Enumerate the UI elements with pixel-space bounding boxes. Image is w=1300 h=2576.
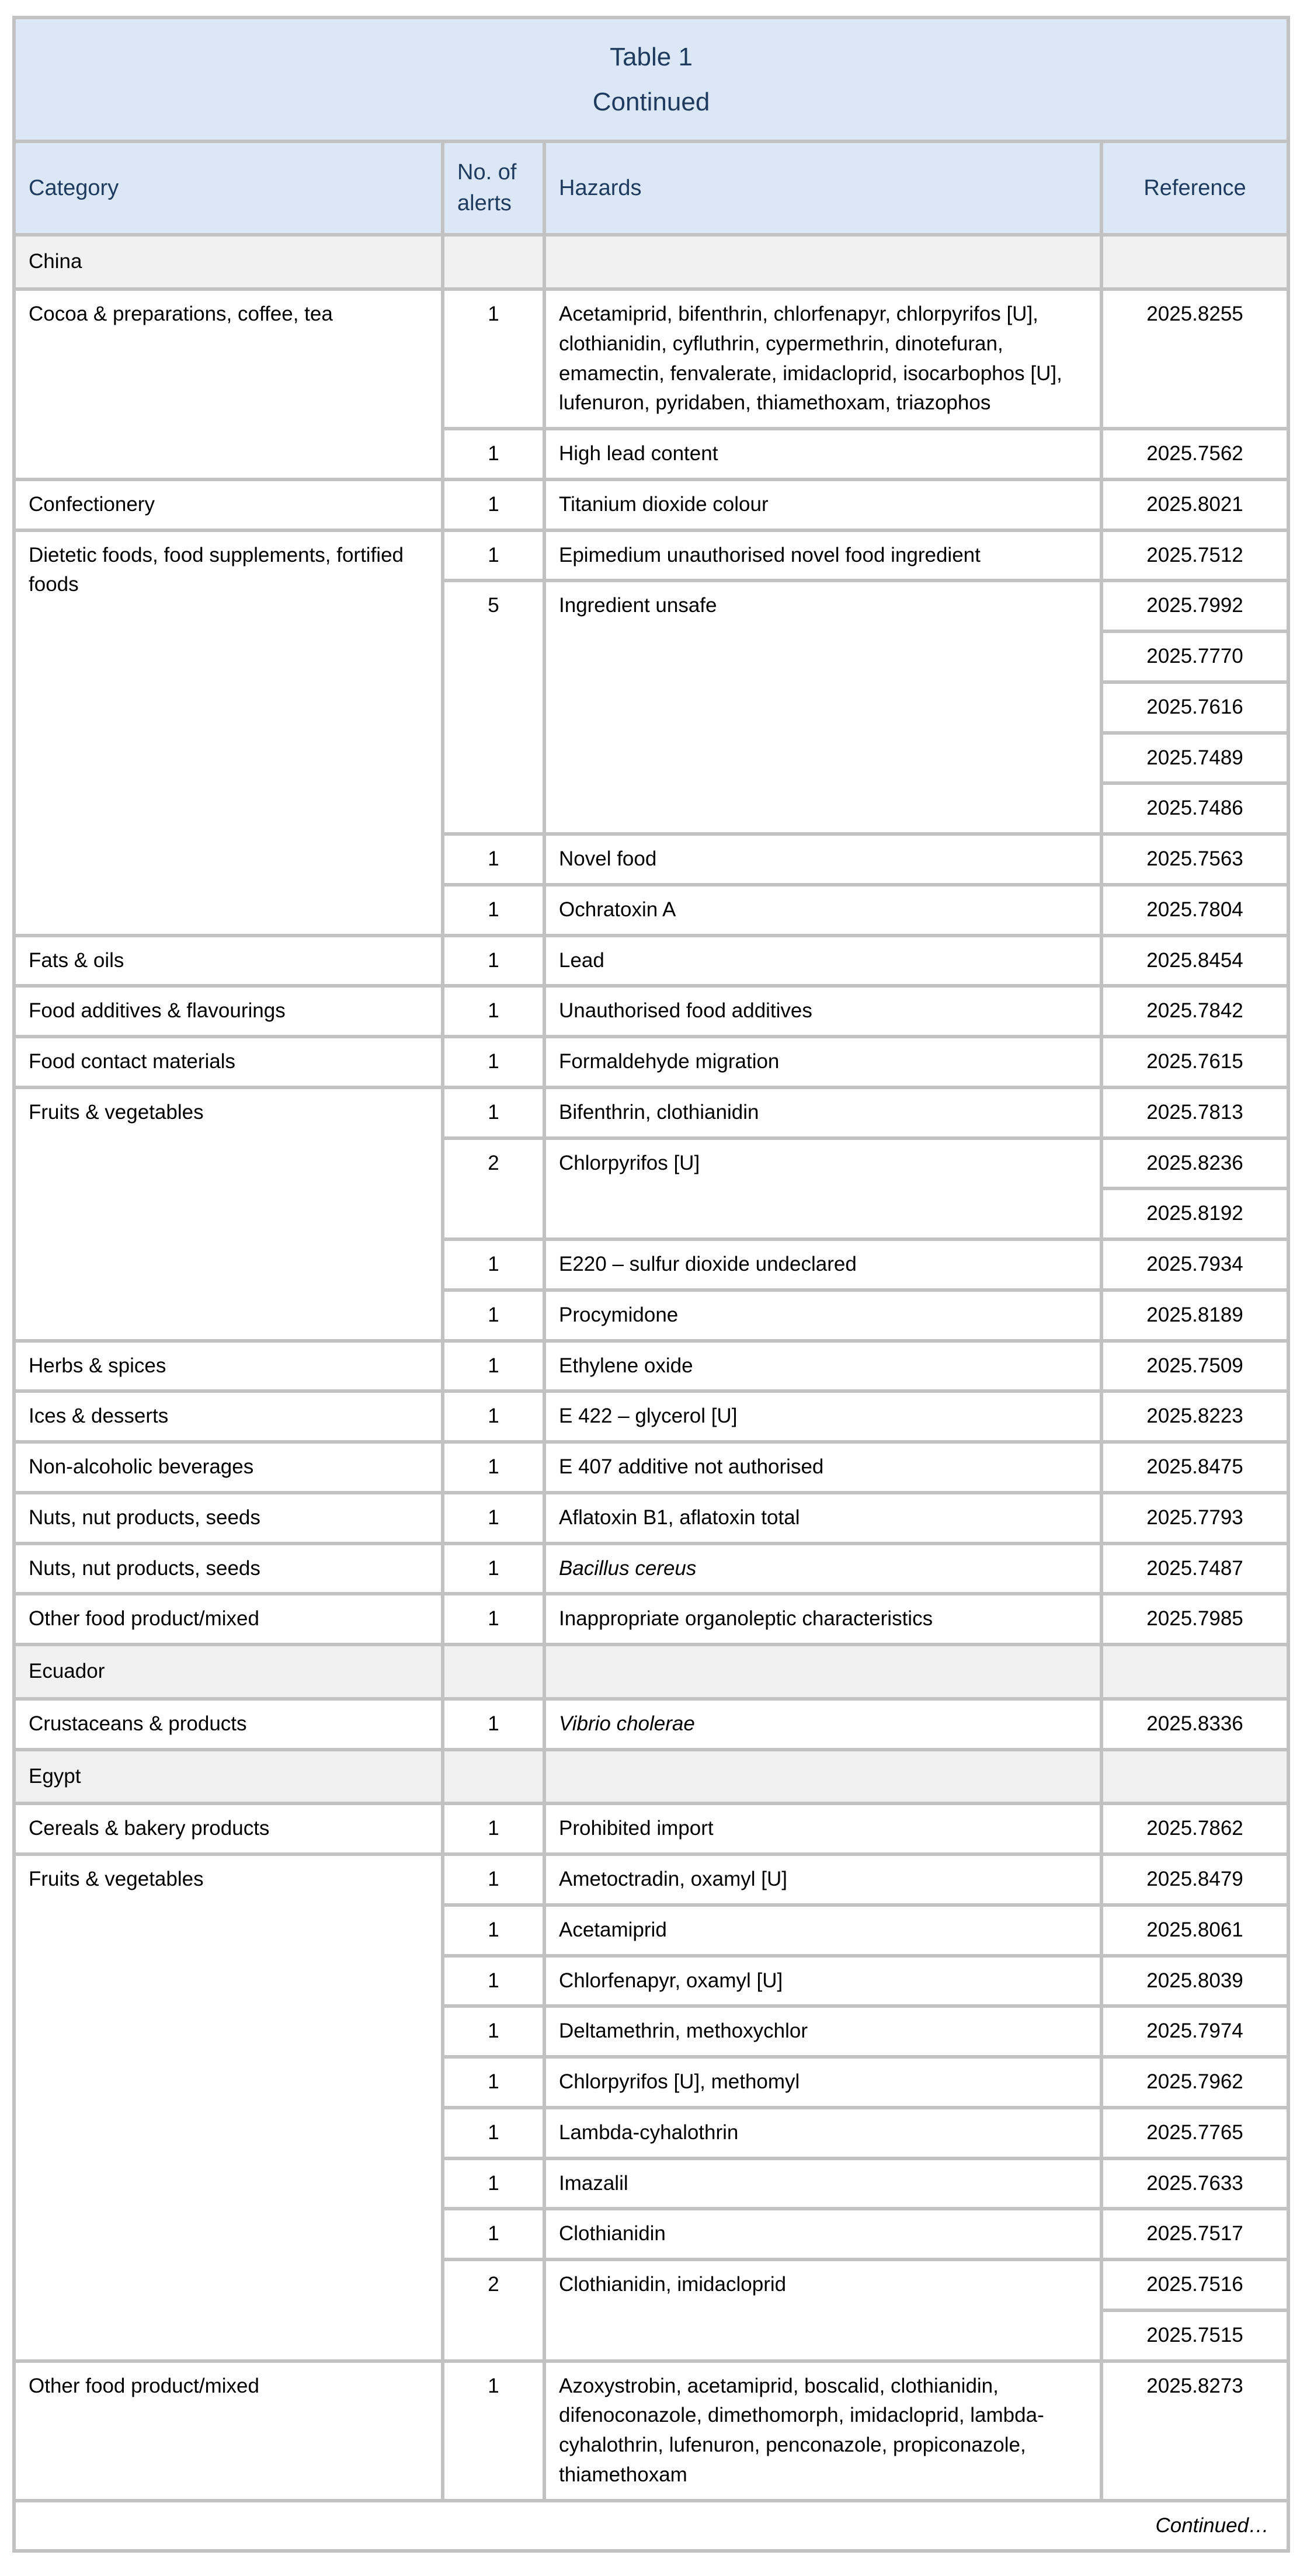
reference-cell: 2025.8039	[1103, 1958, 1287, 2005]
hazard-cell: Unauthorised food additives	[546, 988, 1100, 1035]
alerts-count-cell: 2	[444, 1140, 543, 1238]
country-alerts-cell	[444, 1646, 543, 1697]
alert-row	[16, 1444, 1287, 1491]
continued-cell: Continued…	[16, 2502, 1287, 2550]
category-cell: Other food product/mixed	[16, 1595, 441, 1643]
category-cell: Nuts, nut products, seeds	[16, 1545, 441, 1593]
alerts-count-cell: 1	[444, 1343, 543, 1390]
reference-cell: 2025.7509	[1103, 1343, 1287, 1390]
category-cell: Food contact materials	[16, 1038, 441, 1086]
alerts-count-cell: 1	[444, 2109, 543, 2157]
reference-cell: 2025.7633	[1103, 2160, 1287, 2207]
hazard-cell: Deltamethrin, methoxychlor	[546, 2008, 1100, 2055]
reference-cell: 2025.8475	[1103, 1444, 1287, 1491]
alerts-count-cell: 1	[444, 1444, 543, 1491]
alert-row	[16, 1595, 1287, 1643]
alerts-count-cell: 5	[444, 582, 543, 832]
alerts-count-cell: 1	[444, 2363, 543, 2499]
reference-cell: 2025.7862	[1103, 1805, 1287, 1852]
alerts-count-cell: 1	[444, 836, 543, 883]
category-cell: Other food product/mixed	[16, 2363, 441, 2499]
alert-row	[16, 532, 1287, 579]
alerts-count-cell: 1	[444, 532, 543, 579]
alerts-table	[12, 16, 1290, 2553]
reference-cell: 2025.8236	[1103, 1140, 1287, 1187]
country-reference-cell	[1103, 1646, 1287, 1697]
alert-row	[16, 1856, 1287, 1903]
reference-cell: 2025.7813	[1103, 1089, 1287, 1136]
reference-cell: 2025.7487	[1103, 1545, 1287, 1593]
reference-cell: 2025.7486	[1103, 785, 1287, 832]
hazard-cell: Lead	[546, 937, 1100, 985]
alerts-count-cell: 1	[444, 1494, 543, 1542]
reference-cell: 2025.7934	[1103, 1241, 1287, 1288]
hazard-cell: Acetamiprid, bifenthrin, chlorfenapyr, chlorpyrifos [U], clothianidin, cyfluthrin, cypermethrin, dinotefuran, emamectin, fenvalerate, imidacloprid, isocarbophos [U], lufenuron, pyridaben, thiamethoxam, triazophos	[546, 291, 1100, 427]
reference-cell: 2025.7615	[1103, 1038, 1287, 1086]
category-cell: Fats & oils	[16, 937, 441, 985]
hazard-cell: Inappropriate organoleptic characteristics	[546, 1595, 1100, 1643]
reference-cell: 2025.8273	[1103, 2363, 1287, 2499]
country-reference-cell	[1103, 1751, 1287, 1802]
country-alerts-cell	[444, 1751, 543, 1802]
alerts-count-cell: 1	[444, 2160, 543, 2207]
alert-row	[16, 1038, 1287, 1086]
hazard-cell: Clothianidin, imidacloprid	[546, 2261, 1100, 2359]
hazard-cell: Formaldehyde migration	[546, 1038, 1100, 1086]
country-row	[16, 237, 1287, 287]
country-reference-cell	[1103, 237, 1287, 287]
hazard-cell: Epimedium unauthorised novel food ingredient	[546, 532, 1100, 579]
alert-row	[16, 291, 1287, 427]
hazard-cell: Prohibited import	[546, 1805, 1100, 1852]
category-cell: Nuts, nut products, seeds	[16, 1494, 441, 1542]
category-cell: Cocoa & preparations, coffee, tea	[16, 291, 441, 478]
country-hazards-cell	[546, 237, 1100, 287]
category-cell: Fruits & vegetables	[16, 1856, 441, 2359]
table-body	[16, 237, 1287, 2498]
reference-cell: 2025.7616	[1103, 684, 1287, 731]
alerts-count-cell: 1	[444, 1701, 543, 1748]
hazard-cell: Acetamiprid	[546, 1907, 1100, 1954]
category-cell: Ices & desserts	[16, 1393, 441, 1440]
category-cell: Crustaceans & products	[16, 1701, 441, 1748]
hazard-cell: Ametoctradin, oxamyl [U]	[546, 1856, 1100, 1903]
alert-row	[16, 481, 1287, 529]
alerts-count-cell: 1	[444, 937, 543, 985]
category-cell: Non-alcoholic beverages	[16, 1444, 441, 1491]
reference-cell: 2025.8192	[1103, 1190, 1287, 1237]
alerts-count-cell: 1	[444, 988, 543, 1035]
country-name-cell: Ecuador	[16, 1646, 441, 1697]
reference-cell: 2025.8061	[1103, 1907, 1287, 1954]
country-name-cell: Egypt	[16, 1751, 441, 1802]
reference-cell: 2025.7512	[1103, 532, 1287, 579]
alerts-count-cell: 1	[444, 1805, 543, 1852]
reference-cell: 2025.7516	[1103, 2261, 1287, 2309]
hazard-cell: Imazalil	[546, 2160, 1100, 2207]
reference-cell: 2025.7793	[1103, 1494, 1287, 1542]
reference-cell: 2025.7962	[1103, 2059, 1287, 2106]
reference-cell: 2025.7765	[1103, 2109, 1287, 2157]
hazard-cell: E 407 additive not authorised	[546, 1444, 1100, 1491]
hazard-cell: Clothianidin	[546, 2210, 1100, 2258]
column-header-hazards: Hazards	[546, 143, 1100, 233]
column-header-category: Category	[16, 143, 441, 233]
category-cell: Food additives & flavourings	[16, 988, 441, 1035]
reference-cell: 2025.7842	[1103, 988, 1287, 1035]
reference-cell: 2025.7517	[1103, 2210, 1287, 2258]
alerts-count-cell: 1	[444, 1856, 543, 1903]
alerts-count-cell: 1	[444, 1241, 543, 1288]
hazard-cell: Aflatoxin B1, aflatoxin total	[546, 1494, 1100, 1542]
hazard-cell: High lead content	[546, 430, 1100, 478]
reference-cell: 2025.7985	[1103, 1595, 1287, 1643]
country-row	[16, 1646, 1287, 1697]
column-header-row	[16, 143, 1287, 233]
hazard-cell: Bifenthrin, clothianidin	[546, 1089, 1100, 1136]
reference-cell: 2025.8454	[1103, 937, 1287, 985]
hazard-cell: Ethylene oxide	[546, 1343, 1100, 1390]
alert-row	[16, 1494, 1287, 1542]
table-title-cell	[16, 19, 1287, 140]
reference-cell: 2025.7489	[1103, 735, 1287, 782]
alert-row	[16, 2363, 1287, 2499]
category-cell: Confectionery	[16, 481, 441, 529]
alert-row	[16, 988, 1287, 1035]
alerts-count-cell: 1	[444, 481, 543, 529]
hazard-cell: E 422 – glycerol [U]	[546, 1393, 1100, 1440]
alerts-count-cell: 1	[444, 430, 543, 478]
column-header-reference: Reference	[1103, 143, 1287, 233]
column-header-alerts: No. of alerts	[444, 143, 543, 233]
hazard-cell: Chlorpyrifos [U], methomyl	[546, 2059, 1100, 2106]
reference-cell: 2025.8255	[1103, 291, 1287, 427]
hazard-cell: Procymidone	[546, 1292, 1100, 1339]
alert-row	[16, 1089, 1287, 1136]
alerts-count-cell: 1	[444, 1393, 543, 1440]
alert-row	[16, 1701, 1287, 1748]
country-hazards-cell	[546, 1751, 1100, 1802]
category-cell: Herbs & spices	[16, 1343, 441, 1390]
hazard-cell: Lambda-cyhalothrin	[546, 2109, 1100, 2157]
table-title-row	[16, 19, 1287, 140]
hazard-cell: Bacillus cereus	[546, 1545, 1100, 1593]
country-hazards-cell	[546, 1646, 1100, 1697]
alerts-count-cell: 1	[444, 1958, 543, 2005]
alert-row	[16, 1805, 1287, 1852]
reference-cell: 2025.7515	[1103, 2312, 1287, 2359]
country-row	[16, 1751, 1287, 1802]
alerts-count-cell: 1	[444, 1038, 543, 1086]
reference-cell: 2025.7562	[1103, 430, 1287, 478]
hazard-cell: Ingredient unsafe	[546, 582, 1100, 832]
category-cell: Fruits & vegetables	[16, 1089, 441, 1339]
reference-cell: 2025.8189	[1103, 1292, 1287, 1339]
hazard-cell: Azoxystrobin, acetamiprid, boscalid, clothianidin, difenoconazole, dimethomorph, imidacloprid, lambda-cyhalothrin, lufenuron, penconazole, propiconazole, thiamethoxam	[546, 2363, 1100, 2499]
alerts-count-cell: 1	[444, 1089, 543, 1136]
alert-row	[16, 1545, 1287, 1593]
alerts-count-cell: 1	[444, 2008, 543, 2055]
reference-cell: 2025.8021	[1103, 481, 1287, 529]
hazard-cell: Ochratoxin A	[546, 887, 1100, 934]
table-title: Table 1	[610, 43, 693, 71]
hazard-cell: Chlorpyrifos [U]	[546, 1140, 1100, 1238]
alert-row	[16, 1343, 1287, 1390]
continued-row	[16, 2502, 1287, 2550]
reference-cell: 2025.8223	[1103, 1393, 1287, 1440]
alert-row	[16, 937, 1287, 985]
hazard-cell: Titanium dioxide colour	[546, 481, 1100, 529]
reference-cell: 2025.8336	[1103, 1701, 1287, 1748]
alerts-count-cell: 1	[444, 1292, 543, 1339]
reference-cell: 2025.7992	[1103, 582, 1287, 630]
reference-cell: 2025.7804	[1103, 887, 1287, 934]
alerts-count-cell: 2	[444, 2261, 543, 2359]
alerts-count-cell: 1	[444, 887, 543, 934]
category-cell: Cereals & bakery products	[16, 1805, 441, 1852]
reference-cell: 2025.7770	[1103, 633, 1287, 680]
table-subtitle: Continued	[592, 88, 710, 116]
reference-cell: 2025.7974	[1103, 2008, 1287, 2055]
hazard-cell: E220 – sulfur dioxide undeclared	[546, 1241, 1100, 1288]
hazard-cell: Novel food	[546, 836, 1100, 883]
reference-cell: 2025.8479	[1103, 1856, 1287, 1903]
alerts-count-cell: 1	[444, 1907, 543, 1954]
alerts-count-cell: 1	[444, 2210, 543, 2258]
hazard-cell: Vibrio cholerae	[546, 1701, 1100, 1748]
reference-cell: 2025.7563	[1103, 836, 1287, 883]
alert-row	[16, 1393, 1287, 1440]
alerts-count-cell: 1	[444, 1595, 543, 1643]
country-name-cell: China	[16, 237, 441, 287]
hazard-cell: Chlorfenapyr, oxamyl [U]	[546, 1958, 1100, 2005]
alerts-count-cell: 1	[444, 2059, 543, 2106]
country-alerts-cell	[444, 237, 543, 287]
alerts-count-cell: 1	[444, 1545, 543, 1593]
category-cell: Dietetic foods, food supplements, fortified foods	[16, 532, 441, 934]
alerts-count-cell: 1	[444, 291, 543, 427]
